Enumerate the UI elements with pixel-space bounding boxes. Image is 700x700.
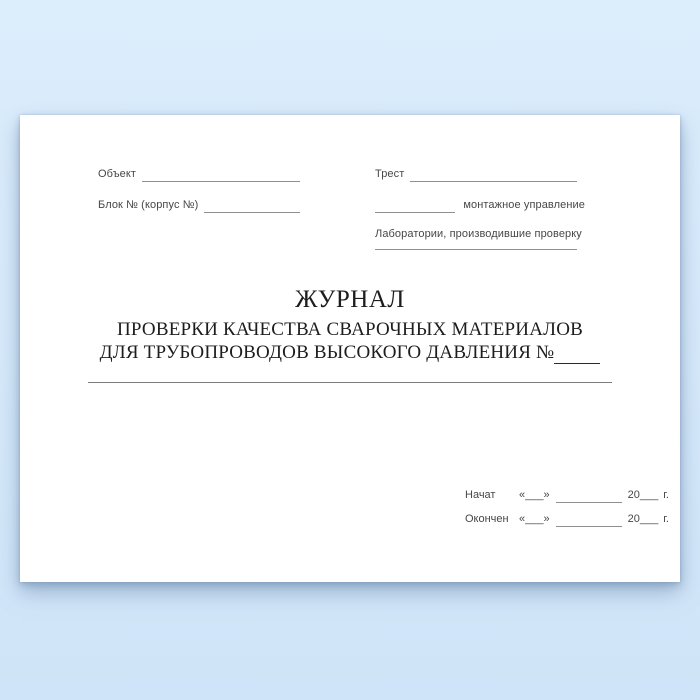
journal-title: ЖУРНАЛ <box>295 286 405 313</box>
started-day-quote: «___» <box>519 489 550 501</box>
trust-field-row <box>375 167 577 182</box>
block-blank-line <box>204 202 300 213</box>
started-label: Начат <box>465 489 496 501</box>
block-field-row <box>98 198 300 213</box>
trust-blank-line <box>410 171 577 182</box>
journal-subtitle-line2-row <box>20 341 680 364</box>
started-month-blank <box>556 492 622 503</box>
finished-year-suffix: г. <box>663 513 669 525</box>
journal-number-blank <box>554 350 600 364</box>
journal-cover-page <box>20 115 680 582</box>
started-year-suffix: г. <box>663 489 669 501</box>
finished-label: Окончен <box>465 513 509 525</box>
labs-blank-row <box>375 239 577 250</box>
finished-month-blank <box>556 516 622 527</box>
started-date-row <box>465 488 669 503</box>
montage-label: монтажное управление <box>463 199 585 211</box>
trust-label: Трест <box>375 168 405 180</box>
labs-label: Лаборатории, производившие проверку <box>375 228 582 240</box>
finished-year: 20___ <box>627 513 659 525</box>
object-label: Объект <box>98 168 137 180</box>
started-year: 20___ <box>627 489 659 501</box>
journal-subtitle-line2: ДЛЯ ТРУБОПРОВОДОВ ВЫСОКОГО ДАВЛЕНИЯ № <box>99 342 555 363</box>
title-underline-rule <box>88 382 612 383</box>
montage-blank-line <box>375 202 455 213</box>
finished-date-row <box>465 512 669 527</box>
montage-field-row <box>375 198 585 213</box>
journal-subtitle-line1: ПРОВЕРКИ КАЧЕСТВА СВАРОЧНЫХ МАТЕРИАЛОВ <box>117 319 583 340</box>
labs-blank-line <box>375 239 577 250</box>
block-label: Блок № (корпус №) <box>98 199 199 211</box>
object-field-row <box>98 167 300 182</box>
finished-day-quote: «___» <box>519 513 550 525</box>
object-blank-line <box>142 171 300 182</box>
